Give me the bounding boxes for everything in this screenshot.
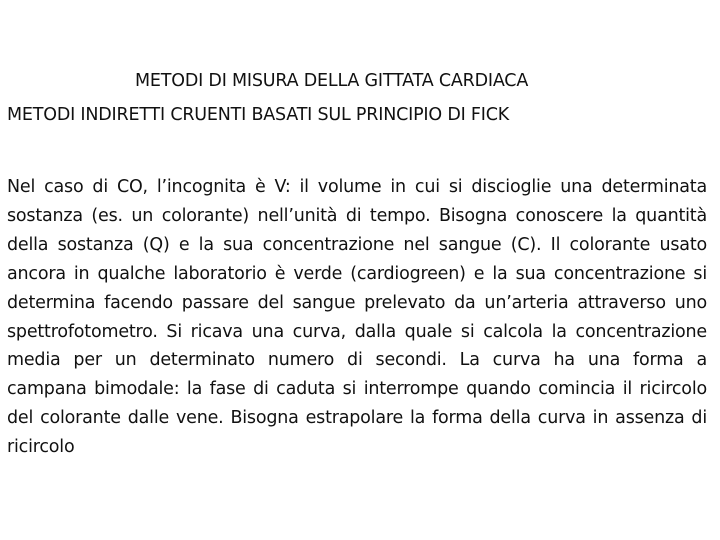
- slide-subtitle: METODI INDIRETTI CRUENTI BASATI SUL PRINCIPIO DI FICK: [7, 105, 510, 125]
- body-paragraph: Nel caso di CO, l’incognita è V: il volume in cui si discioglie una determinata sostanza (es. un colorante) nell’unità di tempo. Bisogna conoscere la quantità della sostanza (Q) e la sua concentrazione nel sangue (C). Il colorante usato ancora in qualche laboratorio è verde (cardiogreen) e la sua concentrazione si determina facendo passare del sangue prelevato da un’arteria attraverso uno spettrofotometro. Si ricava una curva, dalla quale si calcola la concentrazione media per un determinato numero di secondi. La curva ha una forma a campana bimodale: la fase di caduta si interrompe quando comincia il ricircolo del colorante dalle vene. Bisogna estrapolare la forma della curva in assenza di ricircolo: [7, 177, 707, 458]
- slide-title: METODI DI MISURA DELLA GITTATA CARDIACA: [135, 71, 529, 91]
